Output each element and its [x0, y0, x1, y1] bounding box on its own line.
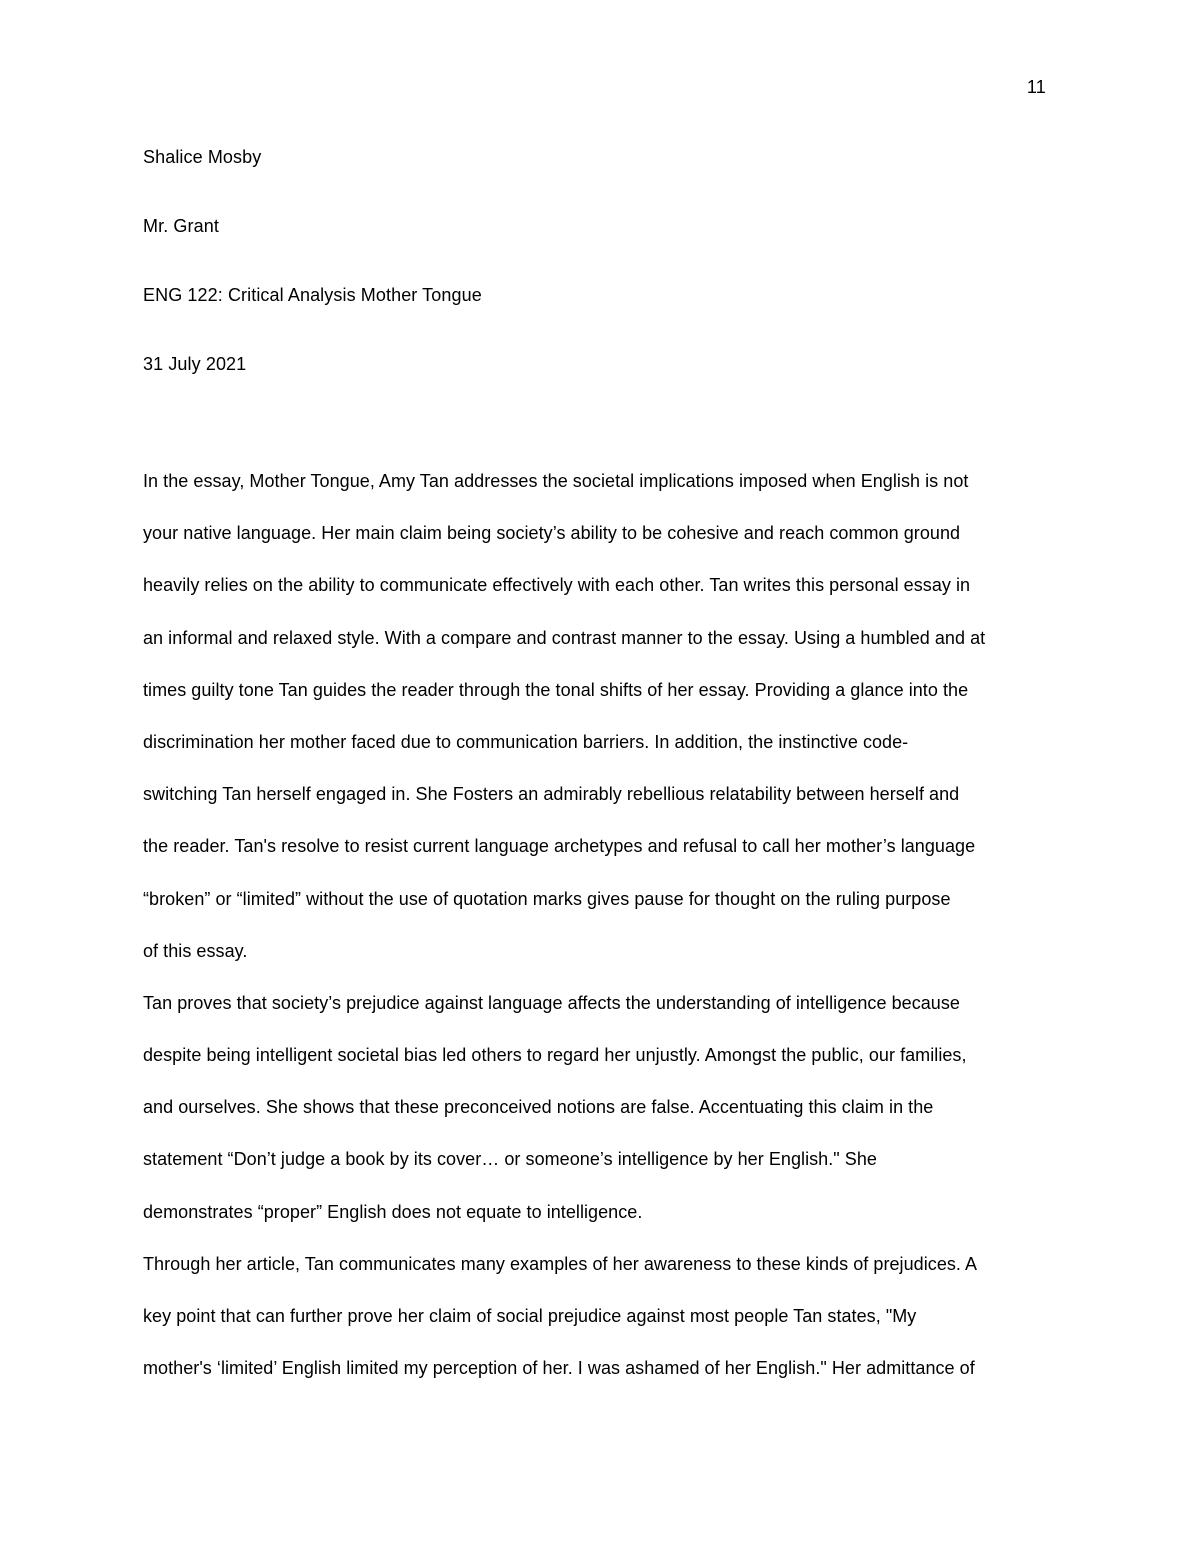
body-line: times guilty tone Tan guides the reader through the tonal shifts of her essay. Providing a glance into the [143, 679, 969, 700]
essay-date: 31 July 2021 [143, 354, 247, 374]
body-line: In the essay, Mother Tongue, Amy Tan addresses the societal implications imposed when English is not [143, 471, 969, 491]
instructor-name: Mr. Grant [143, 216, 219, 236]
body-line: Tan proves that society’s prejudice against language affects the understanding of intelligence because [143, 992, 960, 1013]
course-title: ENG 122: Critical Analysis Mother Tongue [143, 285, 482, 305]
body-line: statement “Don’t judge a book by its cover… or someone’s intelligence by her English." She [143, 1149, 877, 1170]
body-line: the reader. Tan's resolve to resist current language archetypes and refusal to call her mother’s language [143, 836, 976, 857]
body-line: demonstrates “proper” English does not equate to intelligence. [143, 1201, 643, 1222]
body-line: and ourselves. She shows that these preconceived notions are false. Accentuating this claim in the [143, 1097, 934, 1118]
body-line: your native language. Her main claim being society’s ability to be cohesive and reach common ground [143, 523, 961, 544]
essay-heading [143, 146, 1063, 422]
body-line: switching Tan herself engaged in. She Fosters an admirably rebellious relatability between herself and [143, 784, 960, 805]
body-line: despite being intelligent societal bias led others to regard her unjustly. Amongst the public, our families, [143, 1045, 967, 1066]
essay-body [143, 470, 1063, 1409]
page-number: 11 [1026, 77, 1046, 97]
body-line: mother's ‘limited’ English limited my perception of her. I was ashamed of her English." Her admittance of [143, 1358, 975, 1379]
body-line: key point that can further prove her claim of social prejudice against most people Tan states, "My [143, 1306, 917, 1326]
body-line: discrimination her mother faced due to communication barriers. In addition, the instinctive code- [143, 731, 909, 752]
author-name: Shalice Mosby [143, 147, 262, 167]
body-line: heavily relies on the ability to communicate effectively with each other. Tan writes this personal essay in [143, 575, 971, 596]
body-line: of this essay. [143, 940, 248, 961]
body-line: Through her article, Tan communicates many examples of her awareness to these kinds of prejudices. A [143, 1253, 978, 1274]
body-line: “broken” or “limited” without the use of quotation marks gives pause for thought on the ruling purpose [143, 888, 951, 909]
body-line: an informal and relaxed style. With a compare and contrast manner to the essay. Using a humbled and at [143, 627, 986, 648]
